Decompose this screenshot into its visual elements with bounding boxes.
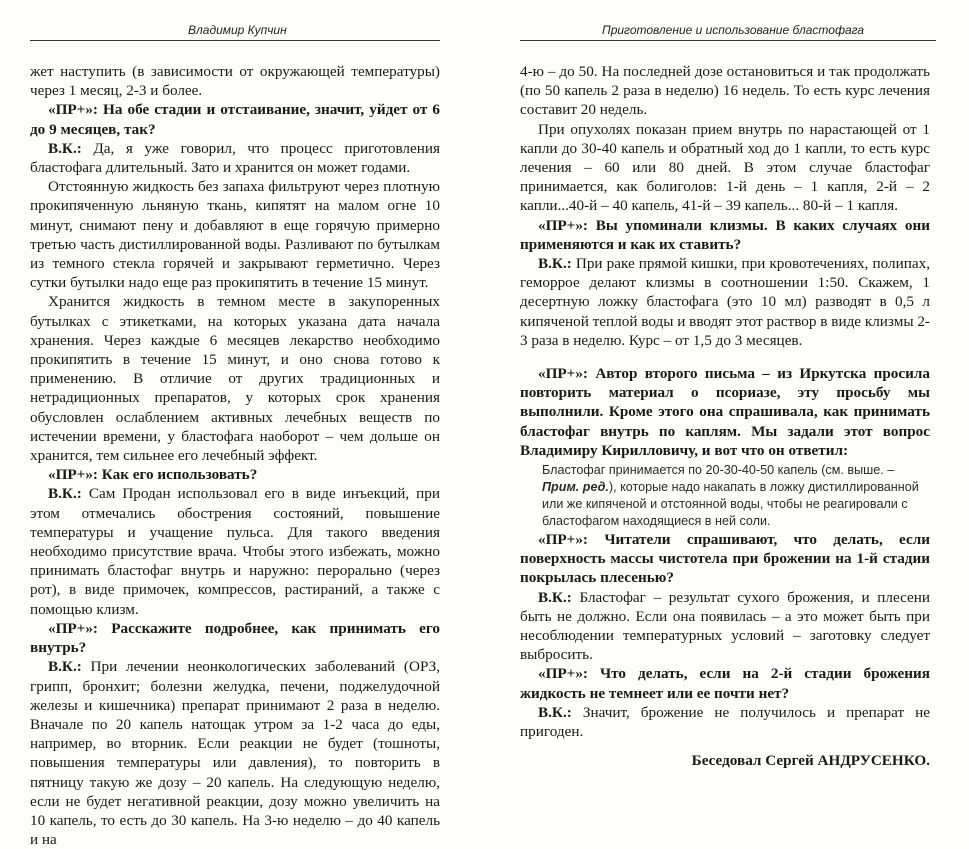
question: «ПР+»: Автор второго письма – из Иркутска просила повторить материал о псориазе, эту просьбу мы выполнили. Кроме этого она спрашивала, как принимать бластофаг внутрь по каплям. Мы задали этот вопрос Владимиру Кирилловичу, и вот что он ответил: [520, 365, 930, 459]
left-page [0, 0, 470, 849]
running-header: Владимир Купчин [188, 23, 287, 37]
right-page [490, 0, 969, 800]
running-header: Приготовление и использование бластофага [602, 23, 865, 37]
paragraph: Отстоянную жидкость без запаха фильтруют через плотную прокипяченную льняную ткань, кипятят на малом огне 10 минут, снимают пену и добавляют в еще горячую примерно третью часть дистиллированной воды. Разливают по бутылкам из темного стекла горячей и закрывают герметично. Через сутки бутылки надо еще раз прокипятить в течение 15 минут. [30, 178, 440, 292]
header-rule [520, 40, 936, 41]
paragraph: При опухолях показан прием внутрь по нарастающей от 1 капли до 30-40 капель и обратный ход до 1 капли, то есть курс лечения – 60 или 80 дней. В этом случае бластофаг принимается, как болиголов: 1-й день – 1 капля, 2-й – 2 капли...40-й – 40 капель, 41-й – 39 капель... 80-й – 1 капля. [520, 120, 930, 215]
answer: В.К.: Да, я уже говорил, что процесс приготовления бластофага длительный. Зато и хранится он может годами. [30, 139, 440, 177]
paragraph: жет наступить (в зависимости от окружающей температуры) через 1 месяц, 2-3 и более. [30, 63, 440, 100]
question: «ПР+»: Что делать, если на 2-й стадии брожения жидкость не темнеет или ее почти нет? [520, 665, 930, 702]
answer: В.К.: Бластофаг – результат сухого брожения, и плесени быть не должно. Если она появилась – а это может быть при несоблюдении температурных условий – заготовку следует выбросить. [520, 588, 930, 664]
question: «ПР+»: Как его использовать? [48, 466, 258, 484]
question: «ПР+»: Расскажите подробнее, как принимать его внутрь? [30, 619, 440, 657]
paragraph: 4-ю – до 50. На последней дозе остановиться и так продолжать (по 50 капель 2 раза в неделю) 16 недель. То есть курс лечения составит 20 недель. [520, 63, 930, 119]
signature: Беседовал Сергей АНДРУСЕНКО. [691, 752, 930, 770]
answer: В.К.: При раке прямой кишки, при кровотечениях, полипах, геморрое делают клизмы в соотношении 1:50. Скажем, 1 десертную ложку бластофага (это 10 мл) разводят в 0,5 л кипяченой теплой воды и вводят этот раствор в виде клизмы 2-3 раза в неделю. Курс – от 1,5 до 3 месяцев. [520, 255, 930, 349]
text-column [30, 62, 440, 849]
question: «ПР+»: Читатели спрашивают, что делать, если поверхность массы чистотела при брожении на 1-й стадии покрылась плесенью? [520, 531, 930, 587]
question: «ПР+»: Вы упоминали клизмы. В каких случаях они применяются и как их ставить? [520, 216, 930, 253]
answer-quote: Бластофаг принимается по 20-30-40-50 капель (см. выше. – Прим. ред.), которые надо накапать в ложку дистиллированной или же кипяченой и отстоянной воды, чтобы не реагировали с бластофагом находящиеся в ней соли. [542, 463, 919, 529]
answer: В.К.: Сам Продан использовал его в виде инъекций, при этом отмечались обострения состояний, повышение температуры и учащение пульса. Для такого введения необходимо присутствие врача. Чтобы этого избежать, можно принимать бластофаг внутрь и наружно: перорально (через рот), в виде примочек, компрессов, растираний, а также с помощью клизм. [30, 485, 440, 618]
answer: В.К.: Значит, брожение не получилось и препарат не пригоден. [520, 703, 930, 741]
answer: В.К.: При лечении неонкологических заболеваний (ОРЗ, грипп, бронхит; болезни желудка, печени, поджелудочной железы и кишечника) препарат принимают 2 раза в неделю. Вначале по 20 капель натощак утром за 1-2 часа до еды, например, во вторник. Если реакции не будет (тошноты, повышения температуры или давления), то повторить в пятницу такую же дозу – 20 капель. На следующую неделю, если не будет негативной реакции, дозу можно увеличить на 10 капель, то есть до 30 капель. На 3-ю неделю – до 40 капель и на [30, 658, 440, 849]
paragraph: Хранится жидкость в темном месте в закупоренных бутылках с этикетками, на которых указана дата начала хранения. Через каждые 6 месяцев лекарство необходимо прокипятить в течение 15 минут, и оно снова готово к применению. В отличие от других традиционных и нетрадиционных препаратов, у которых срок хранения обусловлен ослаблением активных лечебных веществ по истечении времени, у бластофага наоборот – чем дольше он хранится, тем сильнее его лечебный эффект. [30, 293, 440, 465]
text-column [520, 62, 930, 771]
header-rule [30, 40, 440, 41]
question: «ПР+»: На обе стадии и отстаивание, значит, уйдет от 6 до 9 месяцев, так? [30, 101, 440, 138]
